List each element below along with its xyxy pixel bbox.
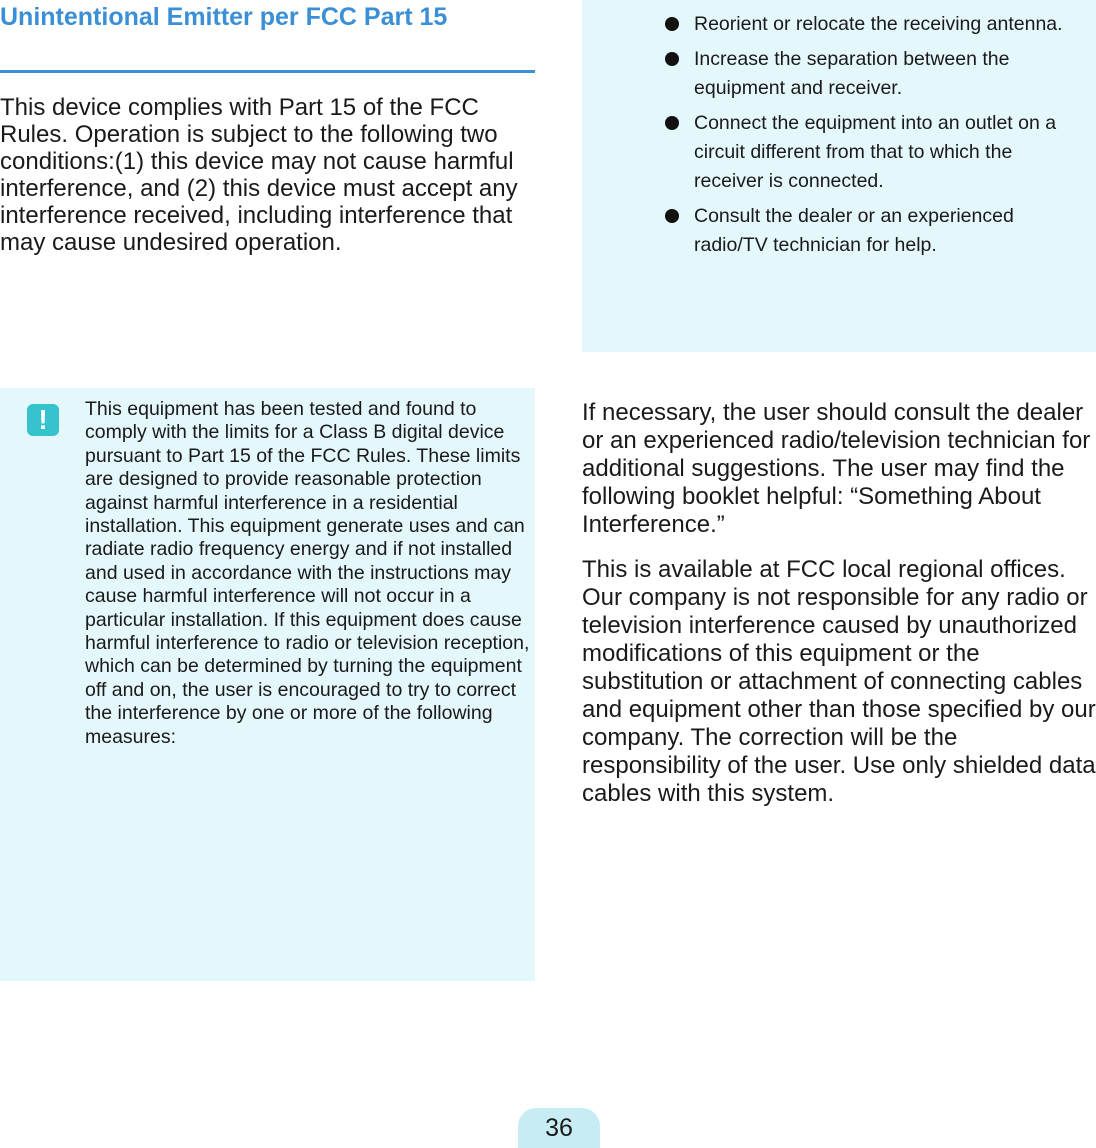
measure-text: Reorient or relocate the receiving antenna. (694, 13, 1063, 35)
measure-item (664, 10, 1084, 39)
heading-underline (0, 70, 535, 73)
section-heading: Unintentional Emitter per FCC Part 15 (0, 3, 448, 31)
exclamation-icon: ! (27, 404, 59, 436)
measure-text: Connect the equipment into an outlet on a circuit different from that to which the receiver is connected. (694, 112, 1057, 192)
measures-list (664, 10, 1084, 266)
measures-box (582, 0, 1096, 352)
measure-text: Consult the dealer or an experienced radio/TV technician for help. (694, 205, 1014, 256)
measure-item (664, 202, 1084, 260)
caution-note-box (0, 388, 535, 981)
consult-paragraph: If necessary, the user should consult the dealer or an experienced radio/television technician for additional suggestions. The user may find the following booklet helpful: “Something About Interference.” (582, 399, 1091, 538)
measure-item (664, 109, 1084, 196)
bullet-dot-icon (665, 17, 679, 31)
intro-paragraph: This device complies with Part 15 of the FCC Rules. Operation is subject to the following two conditions:(1) this device may not cause harmful interference, and (2) this device must accept any interference received, including interference that may cause undesired operation. (0, 94, 518, 256)
responsibility-paragraph: This is available at FCC local regional offices. Our company is not responsible for any radio or television interference caused by unauthorized modifications of this equipment or the substitution or attachment of connecting cables and equipment other than those specified by our company. The correction will be the responsibility of the user. Use only shielded data cables with this system. (582, 556, 1096, 807)
measure-text: Increase the separation between the equipment and receiver. (694, 48, 1010, 99)
page-number: 36 (518, 1108, 600, 1148)
bullet-dot-icon (665, 209, 679, 223)
bullet-dot-icon (665, 52, 679, 66)
caution-note-text: This equipment has been tested and found to comply with the limits for a Class B digital device pursuant to Part 15 of the FCC Rules. These limits are designed to provide reasonable protection against harmful interference in a residential installation. This equipment generate uses and can radiate radio frequency energy and if not installed and used in accordance with the instructions may cause harmful interference will not occur in a particular installation. If this equipment does cause harmful interference to radio or television reception, which can be determined by turning the equipment off and on, the user is encouraged to try to correct the interference by one or more of the following measures: (85, 398, 530, 748)
measure-item (664, 45, 1084, 103)
bullet-dot-icon (665, 116, 679, 130)
